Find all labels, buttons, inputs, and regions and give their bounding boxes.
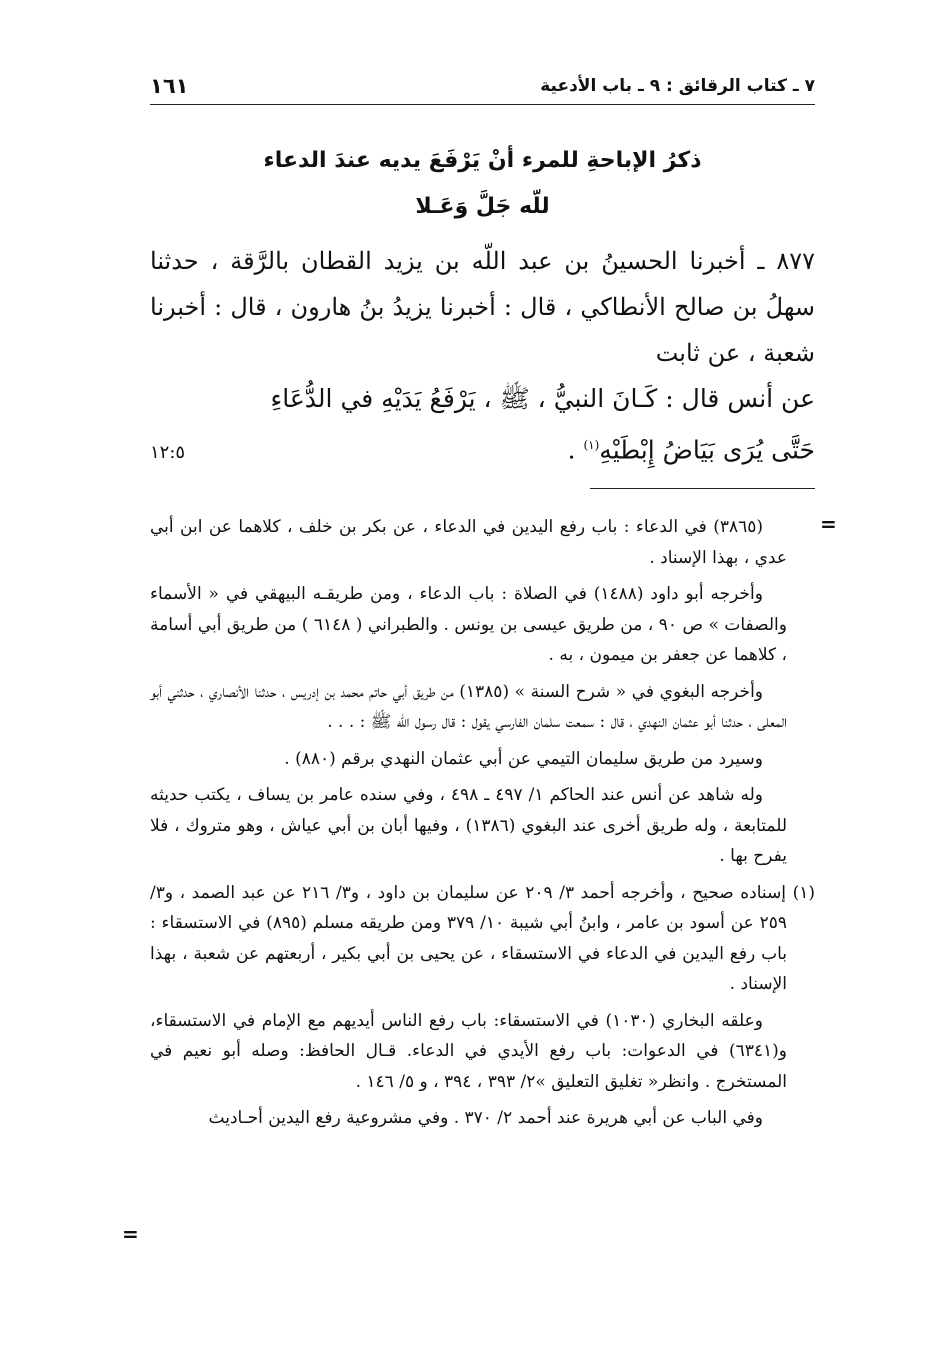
footnotes [150, 512, 815, 1140]
continuation-mark-top: = [820, 512, 837, 536]
note-carryover: (٣٨٦٥) في الدعاء : باب رفع اليدين في الدعاء ، عن بكر بن خلف ، كلاهما عن ابن أبي عدي ، بهذا الإسناد . [150, 517, 787, 568]
chapter-heading [150, 138, 815, 230]
footnote-1-paragraph-3: وفي الباب عن أبي هريرة عند أحمد ٢/ ٣٧٠ . وفي مشروعية رفع اليدين أحـاديث [208, 1108, 763, 1128]
header-chapter-title: ٧ ـ كتاب الرقائق : ٩ ـ باب الأدعية [540, 76, 815, 96]
footnote-marker: (١) [583, 438, 600, 452]
note-paragraph-4: وله شاهد عن أنس عند الحاكم ١/ ٤٩٧ ـ ٤٩٨ ، وفي سنده عامر بن يساف ، يكتب حديثه للمتابعة ، وله طريق أخرى عند البغوي (١٣٨٦) ، وفيها أبان بن أبي عياش ، وهو متروك ، فلا يفرح بها . [150, 785, 788, 866]
hadith-end-mark: . [567, 435, 584, 465]
hadith-matn-line-1: عن أنس قال : كَـانَ النبيُّ ، ﷺ ، يَرْفَعُ يَدَيْهِ في الدُّعَاءِ [270, 384, 815, 413]
footnote-1-paragraph-2: وعلقه البخاري (١٠٣٠) في الاستسقاء: باب رفع الناس أيديهم مع الإمام في الاستسقاء، و(٦٣٤١) في الدعوات: باب رفع الأيدي في الدعاء. قـال الحافظ: وصله أبو نعيم في المستخرج . وانظر« تغليق التعليق »٢/ ٣٩٣ ، ٣٩٤ ، و ٥/ ١٤٦ . [150, 1010, 787, 1092]
header-rule [150, 104, 815, 105]
chapter-heading-line-1: ذكرُ الإباحةِ للمرء أنْ يَرْفَعَ يديه عندَ الدعاء [263, 148, 702, 173]
continuation-mark-bottom: = [122, 1222, 139, 1246]
note-paragraph-2: وأخرجه البغوي في « شرح السنة » (١٣٨٥) من طريق أبي حاتم محمد بن إدريس ، حدثنا الأنصاري ، حدثني أبو المعلى ، حدثنا أبو عثمان النهدي ، قال : سمعت سلمان الفارسي يقول : قال رسول الله ﷺ : . . . [150, 681, 787, 732]
note-paragraph-1: وأخرجه أبو داود (١٤٨٨) في الصلاة : باب الدعاء ، ومن طريقـه البيهقي في « الأسماء والصفات » ص ٩٠ ، من طريق عيسى بن يونس . والطبراني ( ٦١٤٨ ) من طريق أبي أسامة ، كلاهما عن جعفر بن ميمون ، به . [150, 584, 787, 665]
chapter-heading-line-2: للّه جَلَّ وَعَـلا [415, 194, 550, 219]
running-header [150, 70, 815, 102]
footnote-1: (١) إسناده صحيح ، وأخرجه أحمد ٣/ ٢٠٩ عن سليمان بن داود ، و٣/ ٢١٦ عن عبد الصمد ، و٣/ ٢٥٩ عن أسود بن عامر ، وابنُ أبي شيبة ١٠/ ٣٧٩ ومن طريقه مسلم (٨٩٥) في الاستسقاء : باب رفع اليدين في الدعاء في الاستسقاء ، عن يحيى بن أبي بكير ، أربعتهم عن شعبة ، بهذا الإسناد . [150, 882, 815, 994]
hadith-isnad: ٨٧٧ ـ أخبرنا الحسينُ بن عبد اللّه بن يزيد القطان بالرَّقة ، حدثنا سهلُ بن صالح الأنطاكي ، قال : أخبرنا يزيدُ بنُ هارون ، قال : أخبرنا شعبة ، عن ثابت [150, 247, 815, 367]
footnote-separator [590, 488, 815, 489]
cross-reference-code: ١٢:٥ [150, 442, 186, 464]
hadith-matn-ending [568, 422, 815, 473]
hadith-matn-line-2 [150, 422, 815, 476]
hadith-text [150, 238, 815, 476]
page-number: ١٦١ [150, 74, 189, 98]
hadith-matn-text: حَتَّى يُرَى بَيَاضُ إِبْطَيْهِ [599, 435, 815, 465]
note-paragraph-3: وسيرد من طريق سليمان التيمي عن أبي عثمان النهدي برقم (٨٨٠) . [284, 748, 763, 769]
